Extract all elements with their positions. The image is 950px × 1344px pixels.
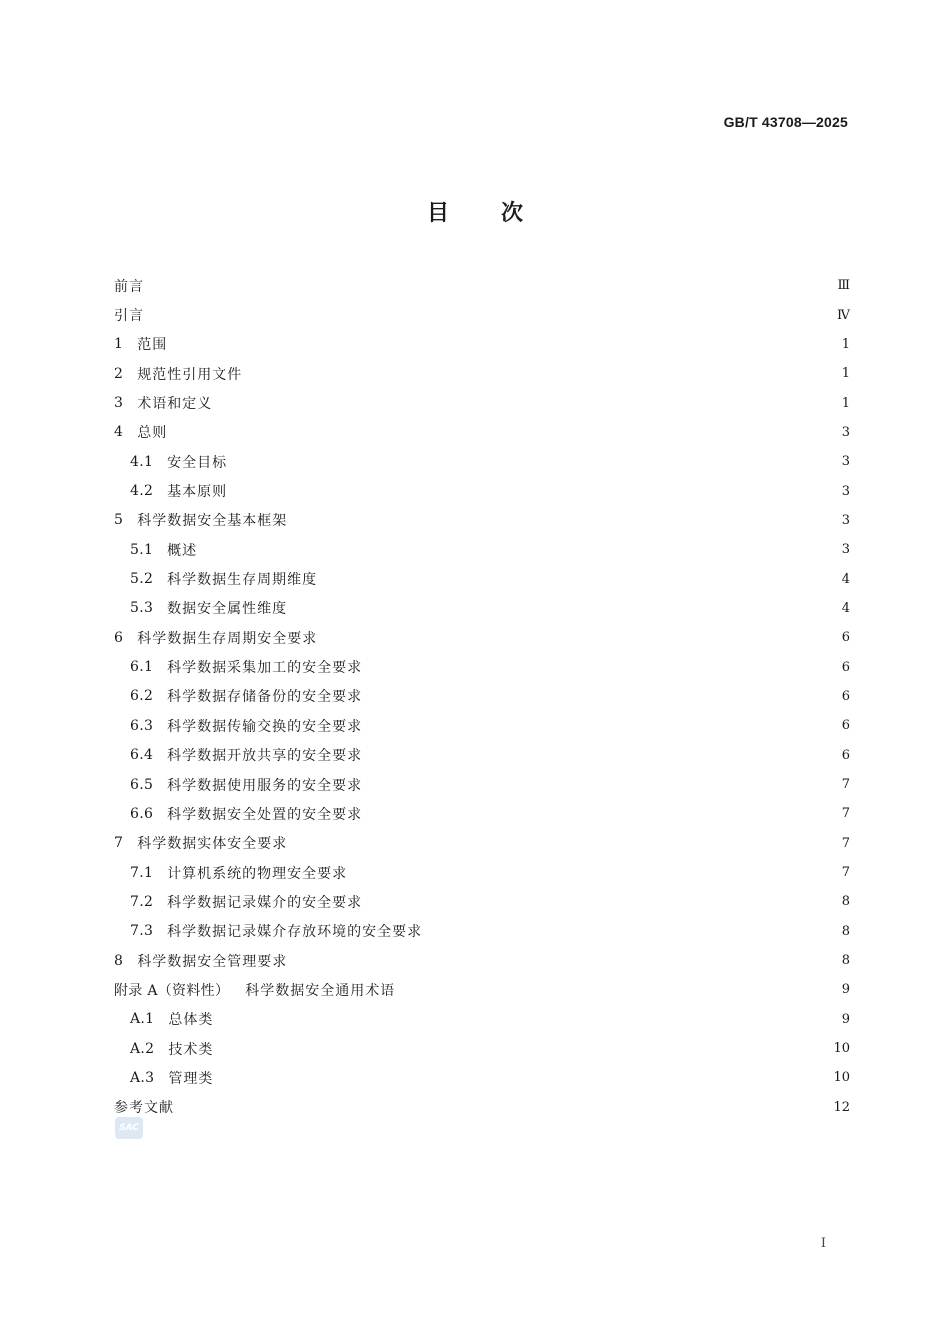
toc-entry-label: 技术类 [168,1041,214,1058]
toc-entry-label: 基本原则 [167,484,228,501]
dot-leader [372,660,828,674]
dot-leader [297,513,828,527]
toc-entry[interactable] [114,887,850,916]
toc-entry-label: 术语和定义 [137,396,213,413]
toc-entry[interactable] [114,564,850,593]
toc-entry-number: A.2 [130,1040,155,1057]
dot-leader [405,983,828,997]
dot-leader [237,455,828,469]
toc-entry[interactable] [114,447,850,476]
toc-entry[interactable] [114,770,850,799]
toc-page-number: 6 [841,718,850,734]
toc-entry[interactable] [114,388,850,417]
toc-entry[interactable] [114,799,850,828]
toc-entry-label: 科学数据实体安全要求 [137,836,288,853]
toc-page-number: 3 [841,424,850,440]
toc-entry-number: 4 [114,424,124,441]
toc-entry-number: 6.5 [130,776,154,793]
dot-leader [372,807,828,821]
toc-entry[interactable] [114,506,850,535]
toc-entry-label: 管理类 [168,1070,214,1087]
toc-entry-number: A.1 [130,1011,155,1028]
toc-entry-number: 2 [114,365,124,382]
toc-page-number: 7 [841,806,850,822]
toc-entry-number: 附录 A（资料性） [114,982,230,999]
dot-leader [177,425,828,439]
toc-entry-number: 7.3 [130,923,154,940]
toc-entry[interactable] [114,271,850,300]
toc-entry-label: 科学数据安全通用术语 [245,982,396,999]
toc-entry-label: 科学数据存储备份的安全要求 [167,689,363,706]
standard-code: GB/T 43708—2025 [723,114,848,130]
toc-entry-number: 6.1 [130,659,154,676]
toc-entry[interactable] [114,300,850,329]
toc-entry[interactable] [114,623,850,652]
toc-page-number: 3 [841,512,850,528]
toc-entry-label: 科学数据开放共享的安全要求 [167,748,363,765]
toc-entry-label: 科学数据安全管理要求 [137,953,288,970]
toc-entry-number: 7 [114,835,124,852]
toc-entry[interactable] [114,858,850,887]
toc-entry[interactable] [114,1034,850,1063]
toc-page-number: 10 [833,1041,850,1057]
toc-entry-number: 5.3 [130,600,154,617]
toc-page-number: 4 [841,571,850,587]
dot-leader [372,748,828,762]
toc-entry[interactable] [114,741,850,770]
toc-entry-label: 前言 [114,278,144,295]
toc-page-number: Ⅲ [837,278,850,294]
toc-page-number: 9 [841,982,850,998]
toc-entry[interactable] [114,652,850,681]
page-title: 目次 [426,201,575,226]
toc-entry-label: 科学数据生存周期维度 [167,572,318,589]
toc-page-number: 10 [833,1070,850,1086]
toc-page-number: 6 [841,659,850,675]
toc-page-number: 1 [841,395,850,411]
table-of-contents [114,271,850,1122]
toc-entry-label: 参考文献 [114,1100,174,1117]
toc-entry[interactable] [114,1005,850,1034]
toc-entry[interactable] [114,829,850,858]
toc-page-number: 8 [841,923,850,939]
toc-entry-label: 科学数据记录媒介的安全要求 [167,894,363,911]
dot-leader [372,895,828,909]
footer-page-number: Ⅰ [820,1236,826,1251]
toc-entry-number: 5.2 [130,571,154,588]
toc-entry-label: 总体类 [168,1012,214,1029]
dot-leader [237,484,828,498]
toc-entry-number: 6.4 [130,747,154,764]
dot-leader [327,572,828,586]
dot-leader [297,836,828,850]
toc-entry-number: 6.6 [130,805,154,822]
toc-entry-label: 科学数据安全基本框架 [137,513,288,530]
toc-entry-label: 总则 [137,425,168,442]
dot-leader [372,778,828,792]
toc-entry-label: 科学数据记录媒介存放环境的安全要求 [167,924,423,941]
toc-page-number: 6 [841,747,850,763]
dot-leader [223,1012,828,1026]
dot-leader [184,1100,825,1114]
toc-entry-label: 规范性引用文件 [137,366,243,383]
toc-page-number: 8 [841,894,850,910]
toc-entry[interactable] [114,594,850,623]
toc-entry-number: 6 [114,629,124,646]
toc-entry-label: 概述 [167,542,198,559]
toc-page-number: 3 [841,483,850,499]
toc-entry-label: 引言 [114,308,144,325]
dot-leader [297,601,828,615]
dot-leader [154,308,828,322]
dot-leader [327,631,828,645]
toc-entry-number: 5.1 [130,541,154,558]
toc-page-number: 7 [841,777,850,793]
toc-entry[interactable] [114,917,850,946]
toc-entry[interactable] [114,975,850,1004]
toc-entry-number: 3 [114,395,124,412]
toc-entry-number: 7.2 [130,893,154,910]
toc-page-number: 6 [841,630,850,646]
dot-leader [372,719,828,733]
toc-entry-label: 范围 [137,337,168,354]
dot-leader [154,279,828,293]
toc-page-number: 6 [841,688,850,704]
sac-watermark-logo: SAC [115,1117,143,1139]
toc-entry-number: 8 [114,952,124,969]
toc-entry-number: 1 [114,336,124,353]
dot-leader [252,367,828,381]
dot-leader [223,1042,825,1056]
dot-leader [372,689,828,703]
toc-entry-label: 科学数据传输交换的安全要求 [167,718,363,735]
toc-entry-number: 6.3 [130,717,154,734]
toc-page-number: 1 [841,366,850,382]
toc-entry[interactable] [114,330,850,359]
toc-entry[interactable] [114,946,850,975]
toc-page-number: 7 [841,865,850,881]
toc-page-number: 7 [841,835,850,851]
dot-leader [222,396,828,410]
toc-entry-label: 安全目标 [167,454,228,471]
toc-entry[interactable] [114,359,850,388]
toc-entry-label: 科学数据采集加工的安全要求 [167,660,363,677]
toc-entry-number: 4.1 [130,453,154,470]
toc-page-number: 12 [833,1099,850,1115]
toc-entry[interactable] [114,476,850,505]
toc-entry-number: A.3 [130,1069,155,1086]
toc-entry[interactable] [114,1093,850,1122]
toc-page-number: 4 [841,600,850,616]
toc-page-number: Ⅳ [837,307,850,323]
toc-entry[interactable] [114,711,850,740]
toc-entry-number: 4.2 [130,483,154,500]
dot-leader [432,924,828,938]
toc-entry-number: 5 [114,512,124,529]
toc-entry[interactable] [114,682,850,711]
dot-leader [223,1071,825,1085]
toc-entry[interactable] [114,535,850,564]
toc-entry-label: 计算机系统的物理安全要求 [167,865,348,882]
toc-entry-label: 科学数据使用服务的安全要求 [167,777,363,794]
dot-leader [177,337,828,351]
dot-leader [207,543,828,557]
toc-page-number: 3 [841,454,850,470]
toc-entry[interactable] [114,1063,850,1092]
toc-entry-label: 数据安全属性维度 [167,601,288,618]
toc-entry-label: 科学数据生存周期安全要求 [137,630,318,647]
toc-page-number: 8 [841,953,850,969]
toc-entry-number: 6.2 [130,688,154,705]
toc-page-number: 1 [841,336,850,352]
toc-entry[interactable] [114,418,850,447]
toc-page-number: 9 [841,1011,850,1027]
dot-leader [297,954,828,968]
dot-leader [357,866,828,880]
toc-page-number: 3 [841,542,850,558]
toc-entry-number: 7.1 [130,864,154,881]
toc-entry-label: 科学数据安全处置的安全要求 [167,806,363,823]
